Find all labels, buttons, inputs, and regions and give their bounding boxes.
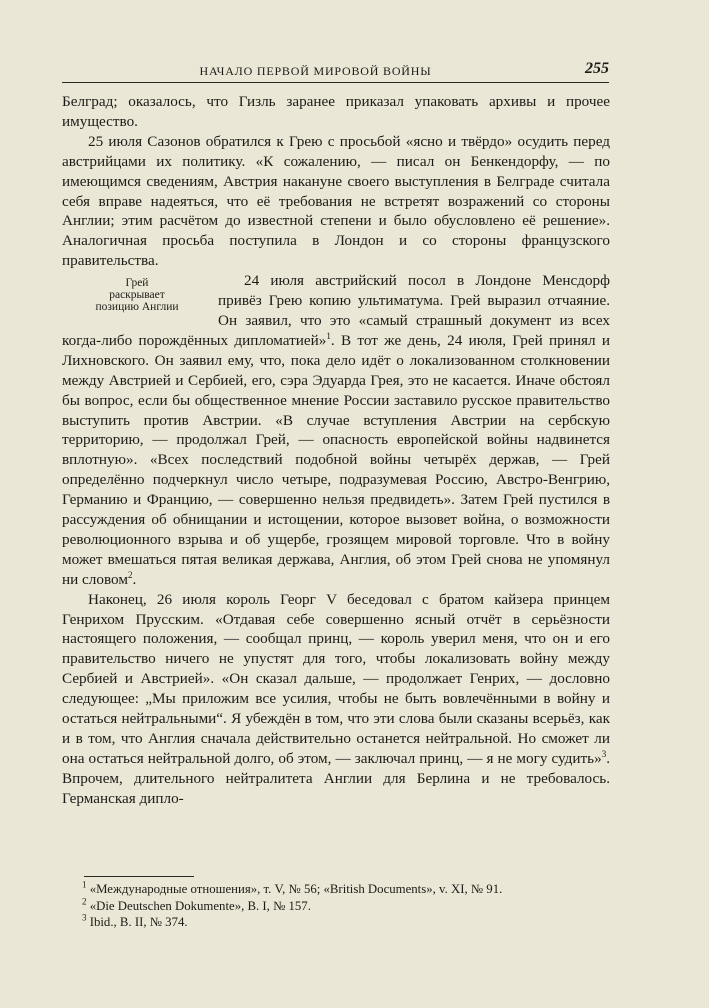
paragraph-1: Белград; оказалось, что Гизль заранее приказал упаковать архивы и прочее имущество. [62,93,610,130]
footnote-mark: 3 [82,912,87,923]
footnote-ref-1[interactable]: 1 [326,330,331,341]
paragraph-4-text: Наконец, 26 июля король Георг V беседовал с братом кайзера принцем Генрихом Прусским. «Отдавая себе совершенно ясный отчёт в серьёзности настоящего положения, — сообщал принц, — король уверил меня, что он и его правительство ничего не упустят для того, чтобы локализовать войну между Сербией и Австрией». «Он сказал дальше, — продолжает Генрих, — дословно следующее: „Мы приложим все усилия, чтобы не быть вовлечёнными в войну и остаться нейтральными“. Я убеждён в том, что эти слова были сказаны всерьёз, как и в том, что Англия сначала действительно останется нейтральной. Но сможет ли она остаться нейтральной долго, об этом, — заключал принц, — я не могу судить» [62,590,610,767]
margin-note-line: Грей [125,277,149,290]
footnote-ref-3[interactable]: 3 [601,748,607,759]
footnote-mark: 1 [82,879,87,890]
footnote-text: «Die Deutschen Dokumente», B. I, № 157. [89,898,311,913]
footnote [62,898,610,915]
paragraph-4-end: . Впрочем, длительного нейтралитета Англии для Берлина и не требовалось. Германская дипло- [62,749,610,807]
paragraph-3-text: 24 июля австрийский посол в Лондоне Менсдорф привёз Грею копию ультиматума. Грей выразил отчаяние. Он заявил, что это «самый страшный документ из всех когда-либо порождённых дипломатией» [62,272,610,349]
paragraph-3 [62,271,610,590]
page-header [62,58,609,83]
footnote [62,881,610,898]
paragraph-2: 25 июля Сазонов обратился к Грею с просьбой «ясно и твёрдо» осудить перед австрийцами их политику. «К сожалению, — писал он Бенкендорфу, — по имеющимся сведениям, Австрия накануне своего выступления в Белграде считала себя вправе надеяться, что её требования не встретят возражений со стороны Англии; этим расчётом до известной степени и было обусловлено её решение». Аналогичная просьба поступила в Лондон и со стороны французского правительства. [62,132,610,270]
paragraph-4 [62,590,610,809]
paragraph-3-end: . [132,570,137,588]
footnote [62,914,610,931]
main-text [62,92,610,809]
margin-note-line: раскрывает [109,289,165,302]
running-title: НАЧАЛО ПЕРВОЙ МИРОВОЙ ВОЙНЫ [199,64,432,78]
footnote-divider [84,876,194,877]
footnote-ref-2[interactable]: 2 [127,569,133,580]
margin-note [62,277,212,313]
page-number: 255 [585,60,609,77]
footnote-mark: 2 [82,896,87,907]
paragraph-3-continued: . В тот же день, 24 июля, Грей принял и Лихновского. Он заявил ему, что, пока дело идёт о локализованном столкновении между Австрией и Сербией, его, сэра Эдуарда Грея, это не касается. Иначе обстоял бы вопрос, если бы общественное мнение России заставило русское правительство выступить против Австрии. «В случае вступления Австрии на сербскую территорию, — продолжал Грей, — опасность европейской войны надвинется вплотную». «Всех последствий подобной войны четырёх держав, — Грей определённо подчеркнул число четыре, подразумевая Россию, Австро-Венгрию, Германию и Францию, — совершенно нельзя предвидеть». Затем Грей пустился в рассуждения об обнищании и истощении, которое вызовет война, о возможности революционного взрыва и об ущербе, грозящем мировой торговле. Что в войну может вмешаться пятая великая держава, Англия, об этом Грей снова не упомянул ни словом [62,331,610,588]
footnote-text: «Международные отношения», т. V, № 56; «British Documents», v. XI, № 91. [89,882,503,896]
footnotes [62,876,610,931]
margin-note-line: позицию Англии [95,301,179,314]
footnote-text: Ibid., B. II, № 374. [89,915,188,929]
